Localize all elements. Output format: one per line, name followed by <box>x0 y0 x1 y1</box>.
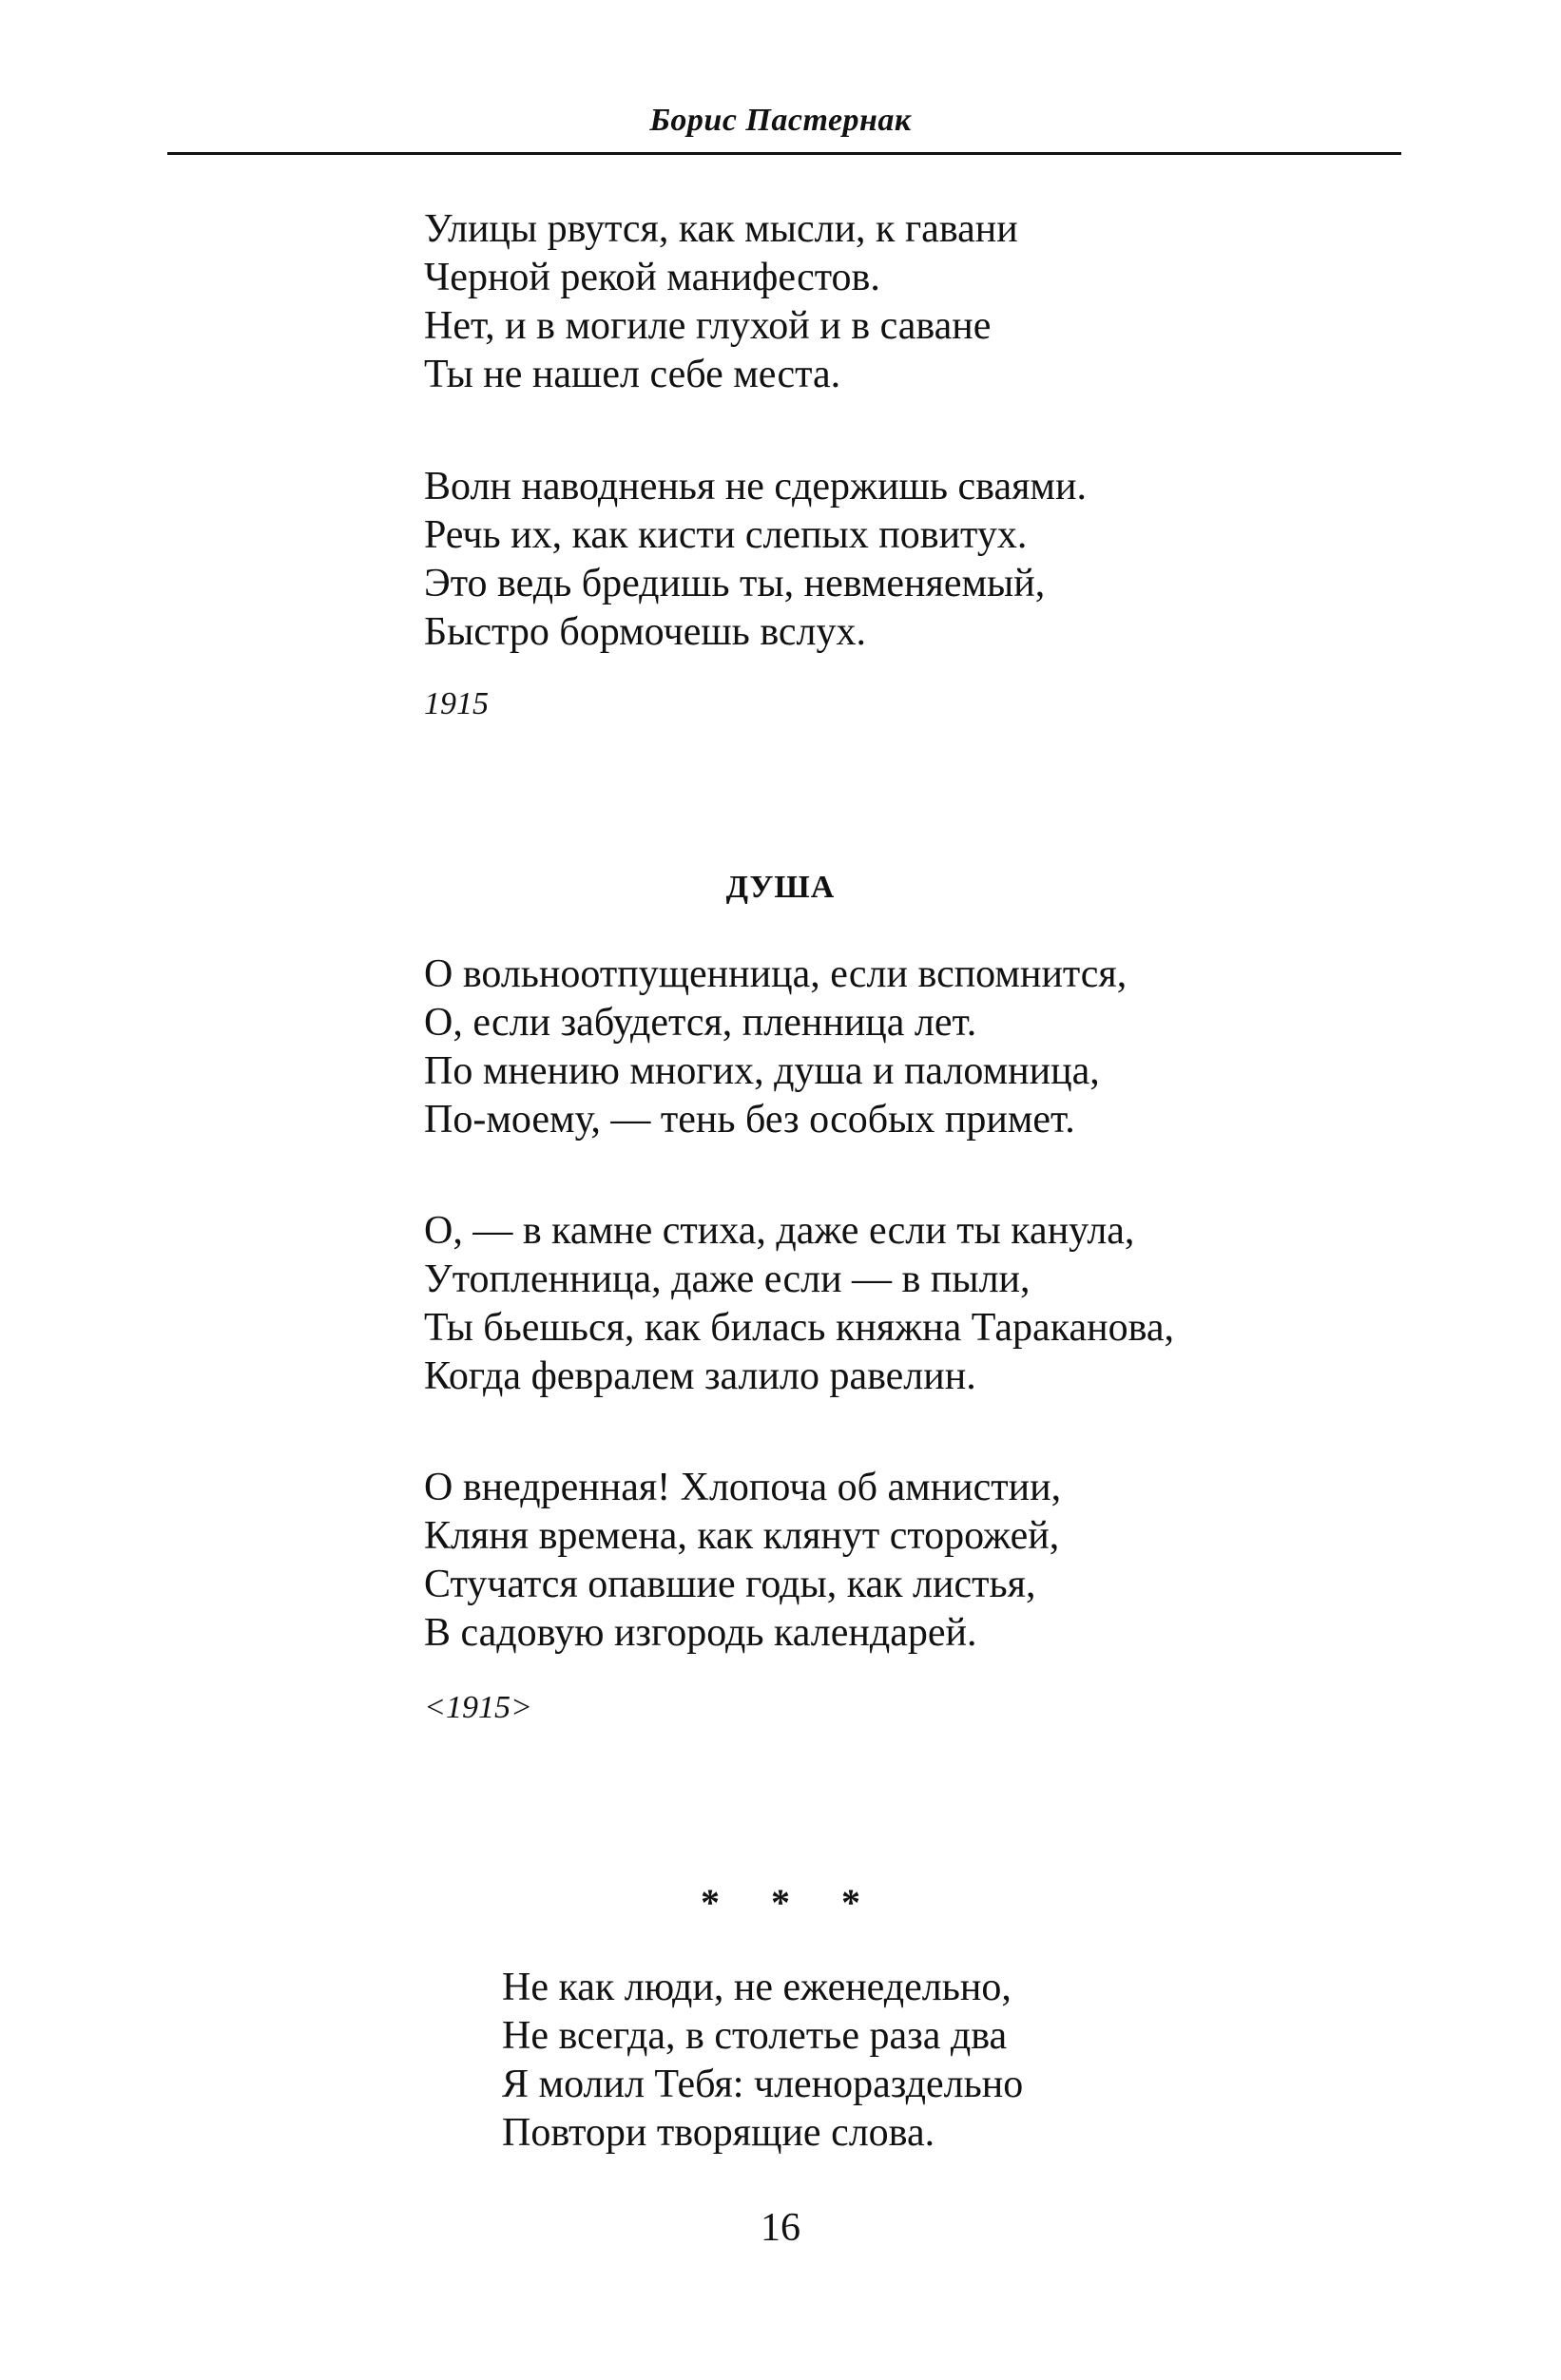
verse-line: Улицы рвутся, как мысли, к гавани <box>424 207 1018 251</box>
verse-line: Ты не нашел себе места. <box>424 353 841 396</box>
verse-line: Стучатся опавшие годы, как листья, <box>424 1563 1036 1606</box>
verse-line: О внедренная! Хлопоча об амнистии, <box>424 1466 1062 1509</box>
poem1-date: 1915 <box>424 686 489 721</box>
poem3-asterism-title: * * * <box>701 1881 881 1924</box>
verse-line: Не как люди, не еженедельно, <box>502 1966 1012 2009</box>
header-divider <box>167 152 1401 155</box>
poem1-stanza-2 <box>424 463 1087 657</box>
poem3-stanza-1 <box>502 1964 1023 2158</box>
verse-line: Нет, и в могиле глухой и в саване <box>424 304 992 348</box>
verse-line: Не всегда, в столетье раза два <box>502 2014 1008 2058</box>
poem1-stanza-1 <box>424 205 1018 399</box>
verse-line: В садовую изгородь календарей. <box>424 1611 977 1655</box>
verse-line: Повтори творящие слова. <box>502 2111 935 2155</box>
poem2-date: <1915> <box>424 1690 532 1725</box>
running-head-author: Борис Пастернак <box>649 103 912 138</box>
poem2-title: ДУША <box>725 870 836 905</box>
verse-line: Волн наводненья не сдержишь сваями. <box>424 465 1087 509</box>
poem2-stanza-2 <box>424 1207 1174 1401</box>
verse-line: По-моему, — тень без особых примет. <box>424 1098 1075 1142</box>
verse-line: Утопленница, даже если — в пыли, <box>424 1257 1031 1301</box>
verse-line: По мнению многих, душа и паломница, <box>424 1049 1100 1093</box>
poem2-stanza-3 <box>424 1464 1061 1658</box>
verse-line: Я молил Тебя: членораздельно <box>502 2063 1024 2106</box>
page-number: 16 <box>761 2206 800 2250</box>
verse-line: О, — в камне стиха, даже если ты канула, <box>424 1209 1135 1253</box>
verse-line: Быстро бормочешь вслух. <box>424 610 867 654</box>
verse-line: О, если забудется, пленница лет. <box>424 1001 977 1045</box>
verse-line: Это ведь бредишь ты, невменяемый, <box>424 562 1046 605</box>
verse-line: Черной рекой манифестов. <box>424 256 880 299</box>
verse-line: Ты бьешься, как билась княжна Тараканова, <box>424 1306 1174 1350</box>
verse-line: Речь их, как кисти слепых повитух. <box>424 513 1028 557</box>
verse-line: Когда февралем залило равелин. <box>424 1354 976 1398</box>
verse-line: О вольноотпущенница, если вспомнится, <box>424 952 1127 996</box>
poem2-stanza-1 <box>424 950 1127 1144</box>
verse-line: Кляня времена, как клянут сторожей, <box>424 1514 1060 1558</box>
